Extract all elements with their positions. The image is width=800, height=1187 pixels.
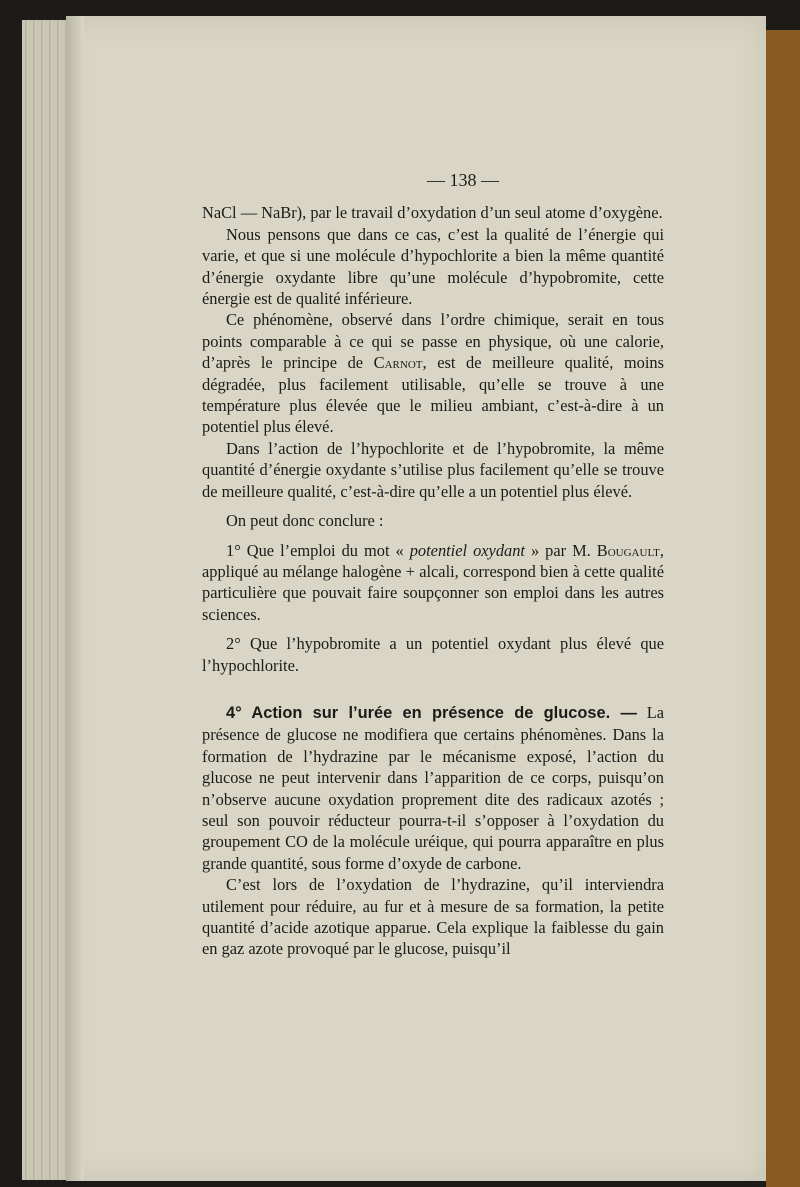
text-fragment: , est de meilleure qualité, moins dégradée, plus facilement utilisable, qu’elle se trouve à une température plus élevée que le milieu ambiant, c’est-à-dire à un potentiel plus élevé. xyxy=(202,353,664,437)
paragraph-continuation: NaCl — NaBr), par le travail d’oxydation d’un seul atome d’oxygène. xyxy=(202,203,663,223)
page-number: — 138 — xyxy=(427,170,499,190)
paragraph-conclusion-2: 2° Que l’hypobromite a un potentiel oxydant plus élevé que l’hypochlorite. xyxy=(202,634,664,675)
paragraph-conclusion-intro: On peut donc conclure : xyxy=(226,511,384,531)
text-fragment: » par M. xyxy=(524,540,597,560)
text-fragment: 1° Que l’emploi du mot « xyxy=(226,540,410,560)
paragraph-hydrazine-oxidation: C’est lors de l’oxydation de l’hydrazine, qu’il interviendra utilement pour réduire, au fur et à mesure de sa formation, la petite quantité d’acide azotique apparue. Cela explique la faiblesse du gain en gaz azote provoqué par le glucose, puisqu’il xyxy=(202,875,664,959)
facing-page-edge xyxy=(766,30,800,1187)
italic-term: potentiel oxydant xyxy=(409,540,525,560)
section-heading: 4° Action sur l’urée en présence de glucose. — xyxy=(226,703,637,722)
background-corner xyxy=(766,0,800,30)
page-text xyxy=(202,170,664,960)
text-fragment: , appliqué au mélange halogène + alcali, correspond bien à cette qualité particulière que pouvait faire soupçonner son emploi dans les autres sciences. xyxy=(202,540,664,624)
paragraph-energy-quality: Nous pensons que dans ce cas, c’est la qualité de l’énergie qui varie, et que si une molécule d’hypochlorite a bien la même quantité d’énergie oxydante libre qu’une molécule d’hypobromite, cette énergie est de qualité inférieure. xyxy=(202,224,664,309)
paragraph-section-urea-glucose xyxy=(202,702,664,874)
author-name-carnot: Carnot xyxy=(373,353,423,373)
text-fragment: Ce phénomène, observé dans l’ordre chimique, serait en tous points comparable à ce qui se passe en physique, où une calorie, d’après le principe de xyxy=(202,310,664,373)
paragraph-hypochlorite-action: Dans l’action de l’hypochlorite et de l’hypobromite, la même quantité d’énergie oxydante s’utilise plus facilement qu’elle se trouve de meilleure qualité, c’est-à-dire qu’elle a un potentiel plus élevé. xyxy=(202,438,664,501)
text-fragment: La présence de glucose ne modifiera que certains phénomènes. Dans la formation de l’hydrazine par le mécanisme exposé, l’action du glucose ne peut intervenir dans l’apparition de ce corps, puisqu’on n’observe aucune oxydation proprement dite des radicaux azotés ; seul son pouvoir réducteur pourra-t-il s’opposer à l’oxydation du groupement CO de la molécule uréique, qui pourra apparaître en plus grande quantité, sous forme d’oxyde de carbone. xyxy=(202,702,664,873)
paragraph-physics-comparison xyxy=(202,309,664,437)
paragraph-conclusion-1 xyxy=(202,540,664,626)
author-name-bougault: Bougault xyxy=(596,540,660,560)
